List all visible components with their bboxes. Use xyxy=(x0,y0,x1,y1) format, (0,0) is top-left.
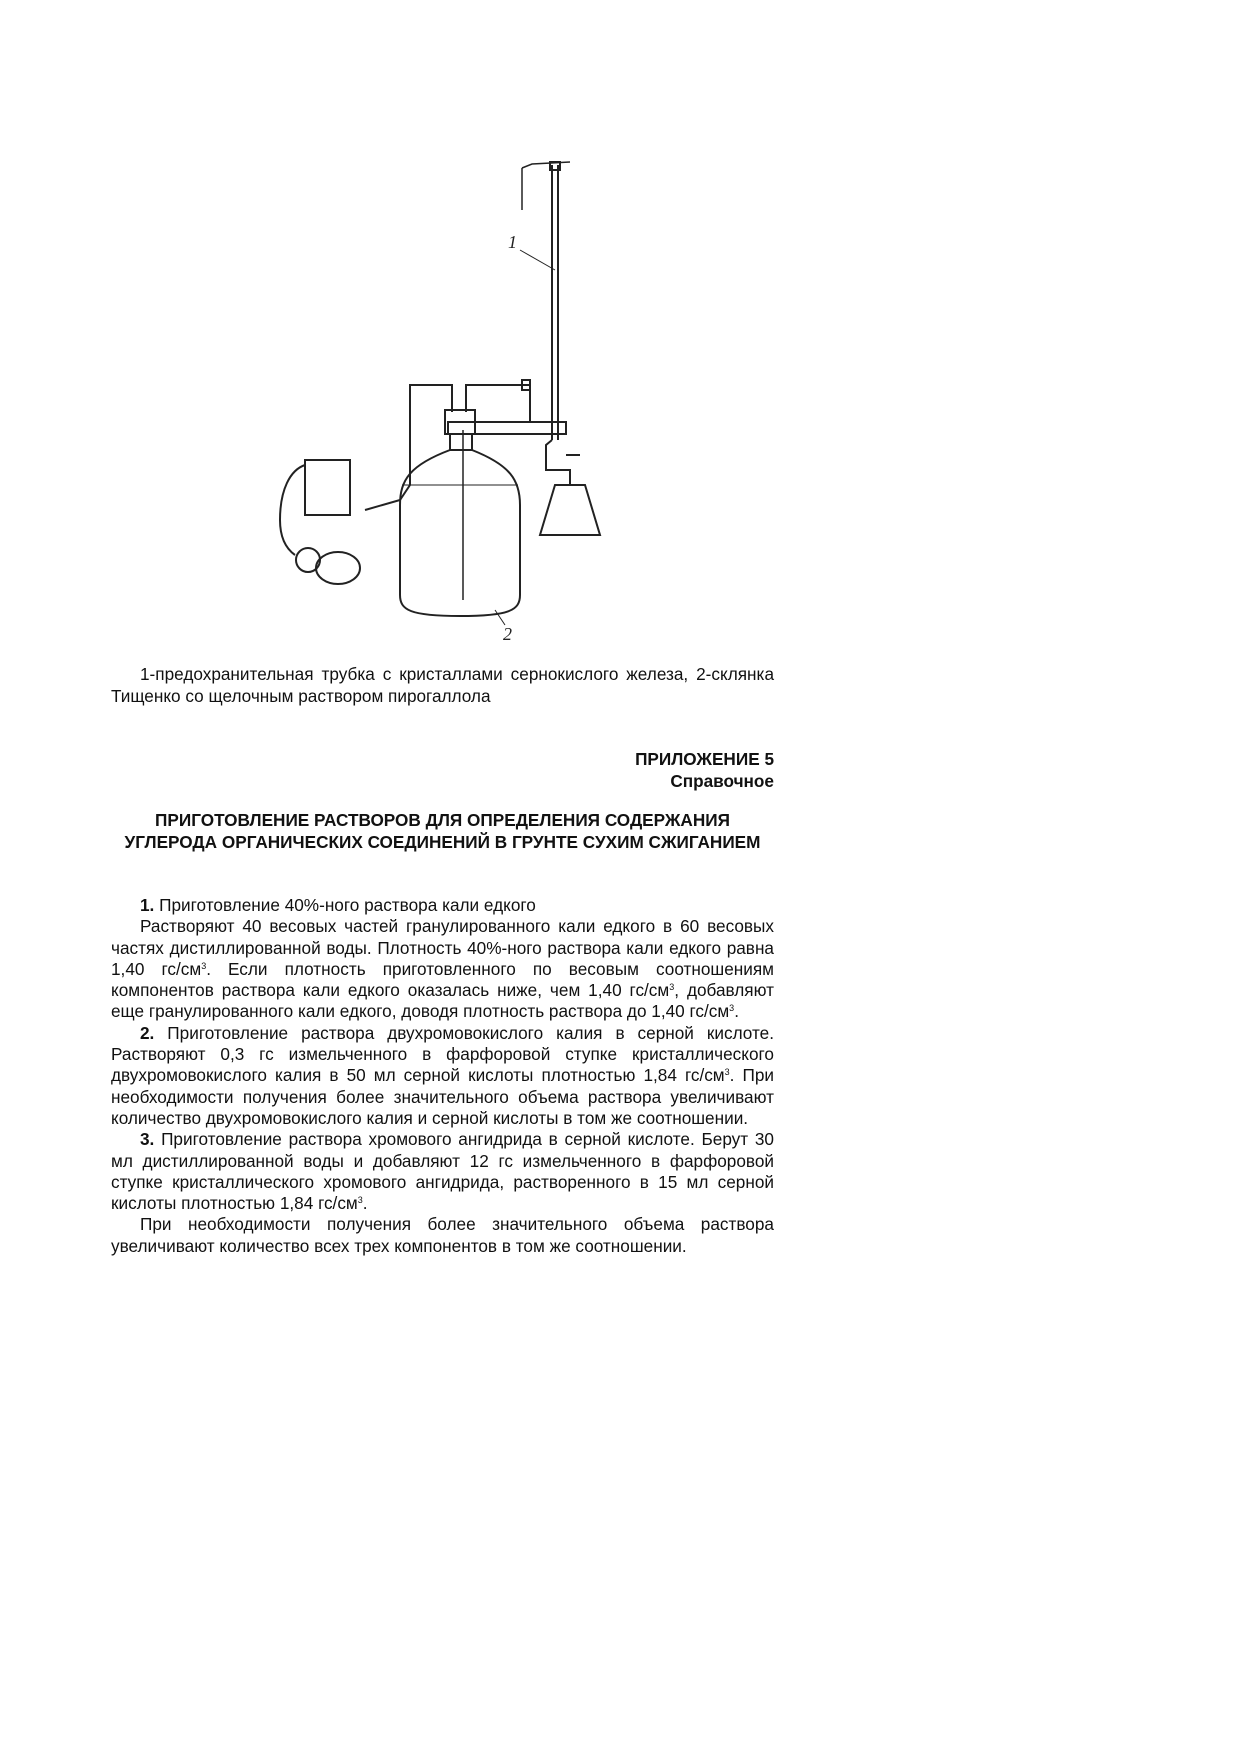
superscript: 3 xyxy=(357,1195,363,1206)
superscript: 3 xyxy=(201,960,207,971)
appendix-number: ПРИЛОЖЕНИЕ 5 xyxy=(635,749,774,769)
document-body xyxy=(111,895,774,1257)
section-1-title: Приготовление 40%-ного раствора кали едкого xyxy=(154,895,536,915)
superscript: 3 xyxy=(669,982,675,993)
section-2-number: 2. xyxy=(140,1022,155,1043)
superscript: 3 xyxy=(729,1003,735,1014)
figure-label-1: 1 xyxy=(508,232,517,252)
section-1-text-a: Растворяют 40 весовых частей гранулированного кали едкого в 60 весовых частях дистиллированной воды. Плотность 40%-ного раствора кали едкого равна 1,40 гс/см xyxy=(111,916,774,979)
figure-caption: 1-предохранительная трубка с кристаллами сернокислого железа, 2-склянка Тищенко со щелочным раствором пирогаллола xyxy=(111,664,774,706)
appendix-status: Справочное xyxy=(670,771,774,791)
section-2-text-b: . При необходимости получения более значительного объема раствора увеличивают количество двухромовокислого калия и серной кислоты в том же соотношении. xyxy=(111,1065,774,1128)
figure-label-2: 2 xyxy=(503,624,512,644)
section-3-paragraph xyxy=(111,1129,774,1214)
section-1-text-c: , добавляют еще гранулированного кали едкого, доводя плотность раствора до 1,40 гс/см xyxy=(111,980,774,1022)
section-1-heading xyxy=(111,895,774,916)
closing-paragraph: При необходимости получения более значительного объема раствора увеличивают количество всех трех компонентов в том же соотношении. xyxy=(111,1214,774,1256)
apparatus-drawing xyxy=(270,140,650,660)
section-1-text-d: . xyxy=(734,1001,739,1022)
section-2-text-a: Приготовление раствора двухромовокислого калия в серной кислоте. Растворяют 0,3 гс измельченного в фарфоровой ступке кристаллического двухромовокислого калия в 50 мл серной кислоты плотностью 1,84 гс/см xyxy=(111,1022,774,1086)
section-1-paragraph xyxy=(111,916,774,1022)
apparatus-figure xyxy=(270,140,650,660)
superscript: 3 xyxy=(724,1067,730,1078)
document-title: ПРИГОТОВЛЕНИЕ РАСТВОРОВ ДЛЯ ОПРЕДЕЛЕНИЯ СОДЕРЖАНИЯ УГЛЕРОДА ОРГАНИЧЕСКИХ СОЕДИНЕНИЙ В ГРУНТЕ СУХИМ СЖИГАНИЕМ xyxy=(124,810,761,852)
section-3-text-a: Приготовление раствора хромового ангидрида в серной кислоте. Берут 30 мл дистиллированной воды и добавляют 12 гс измельченного в фарфоровой ступке кристаллического хромового ангидрида, растворенного в 15 мл серной кислоты плотностью 1,84 гс/см xyxy=(111,1129,774,1214)
section-1-number: 1. xyxy=(140,895,155,915)
appendix-header xyxy=(111,748,774,792)
section-1-text-b: . Если плотность приготовленного по весовым соотношениям компонентов раствора кали едкого оказалась ниже, чем 1,40 гс/см xyxy=(111,958,774,1001)
section-2-paragraph xyxy=(111,1023,774,1129)
section-3-text-b: . xyxy=(362,1193,368,1214)
section-3-number: 3. xyxy=(140,1129,155,1150)
